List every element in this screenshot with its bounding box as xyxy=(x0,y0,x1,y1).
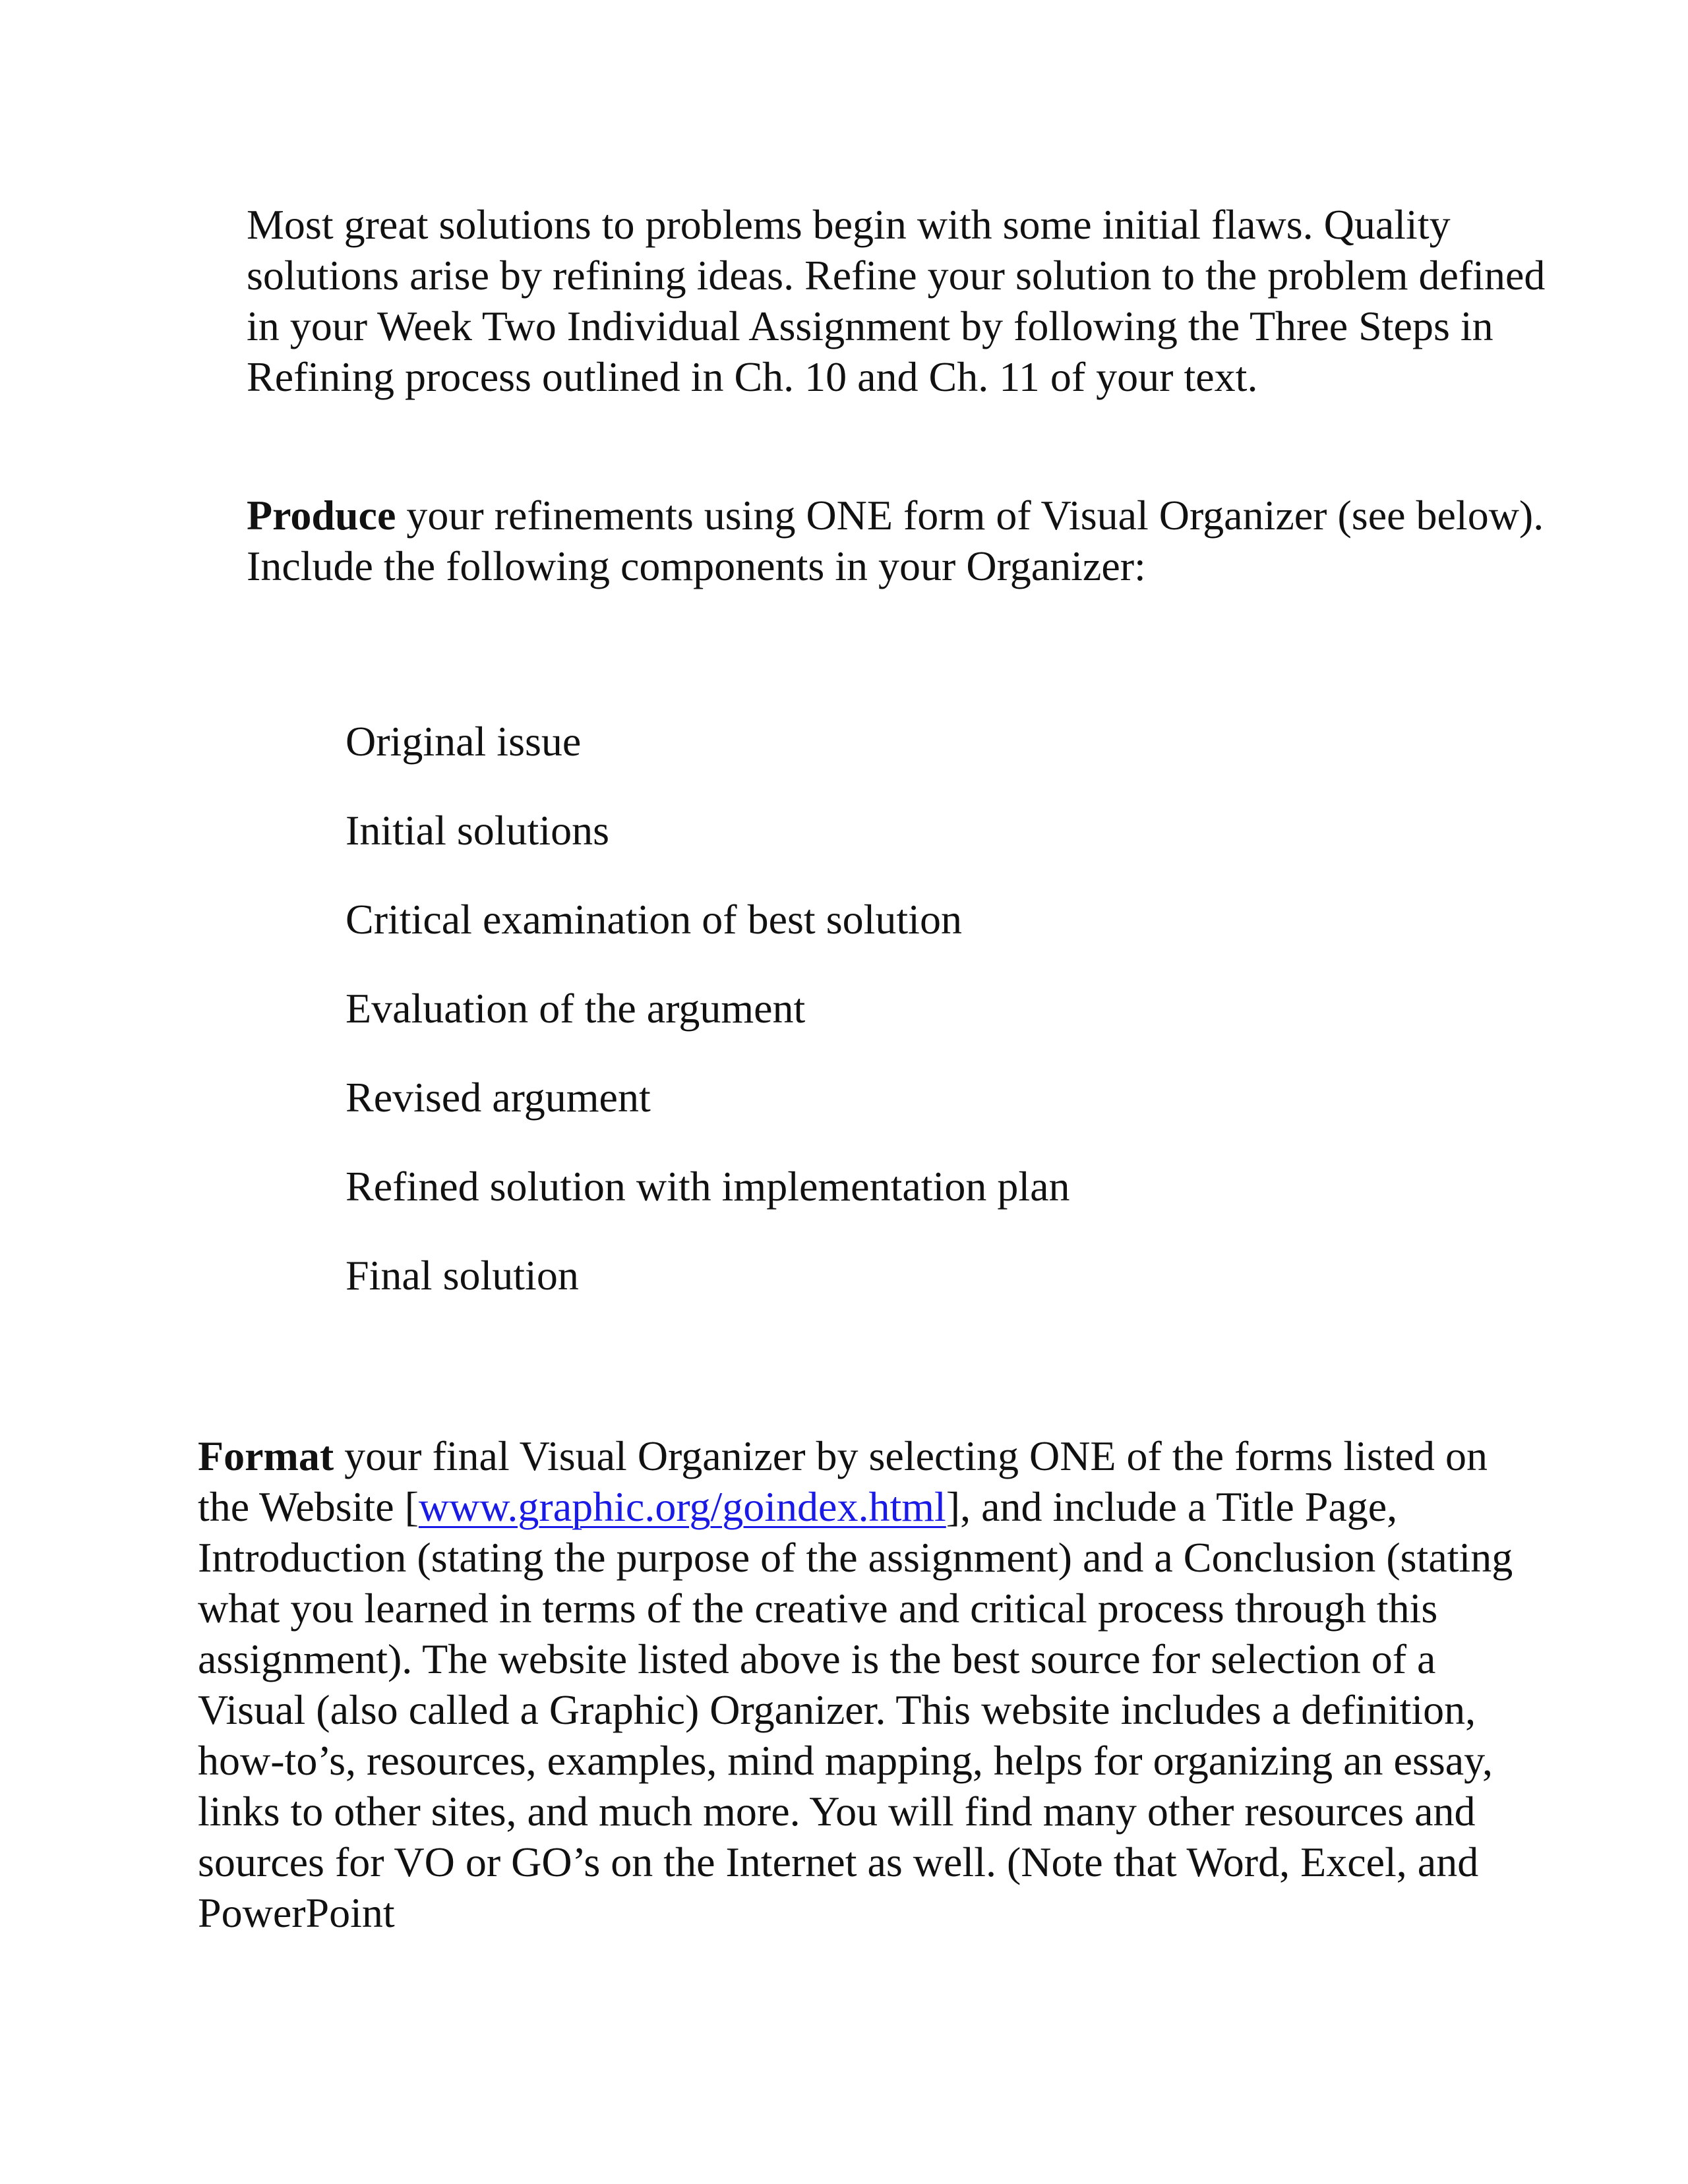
graphic-org-link[interactable]: www.graphic.org/goindex.html xyxy=(418,1483,946,1530)
component-list xyxy=(346,716,1070,1339)
component-item: Refined solution with implementation plan xyxy=(346,1163,1070,1210)
component-item: Original issue xyxy=(346,718,582,765)
component-item: Critical examination of best solution xyxy=(346,896,962,943)
component-item: Evaluation of the argument xyxy=(346,985,806,1032)
component-item: Final solution xyxy=(346,1252,579,1299)
component-item: Initial solutions xyxy=(346,807,609,854)
format-lead: Format xyxy=(198,1432,334,1479)
produce-paragraph xyxy=(247,490,1552,591)
intro-paragraph: Most great solutions to problems begin with some initial flaws. Quality solutions arise by refining ideas. Refine your solution to the problem defined in your Week Two Individual Assignment by following the Three Steps in Refining process outlined in Ch. 10 and Ch. 11 of your text. xyxy=(247,201,1546,400)
format-text-before-link: your final Visual Organizer by selecting ONE of the forms listed on the Website [ xyxy=(198,1432,1488,1530)
format-paragraph xyxy=(198,1431,1517,1938)
produce-lead: Produce xyxy=(247,492,396,539)
component-item: Revised argument xyxy=(346,1074,651,1121)
produce-text: your refinements using ONE form of Visual Organizer (see below). Include the following components in your Organizer: xyxy=(247,492,1544,589)
format-text-after-link: ], and include a Title Page, Introduction (stating the purpose of the assignment) and a Conclusion (stating what you learned in terms of the creative and critical process through this assignment). The website listed above is the best source for selection of a Visual (also called a Graphic) Organizer. This website includes a definition, how-to’s, resources, examples, mind mapping, helps for organizing an essay, links to other sites, and much more. You will find many other resources and sources for VO or GO’s on the Internet as well. (Note that Word, Excel, and PowerPoint xyxy=(198,1483,1513,1936)
